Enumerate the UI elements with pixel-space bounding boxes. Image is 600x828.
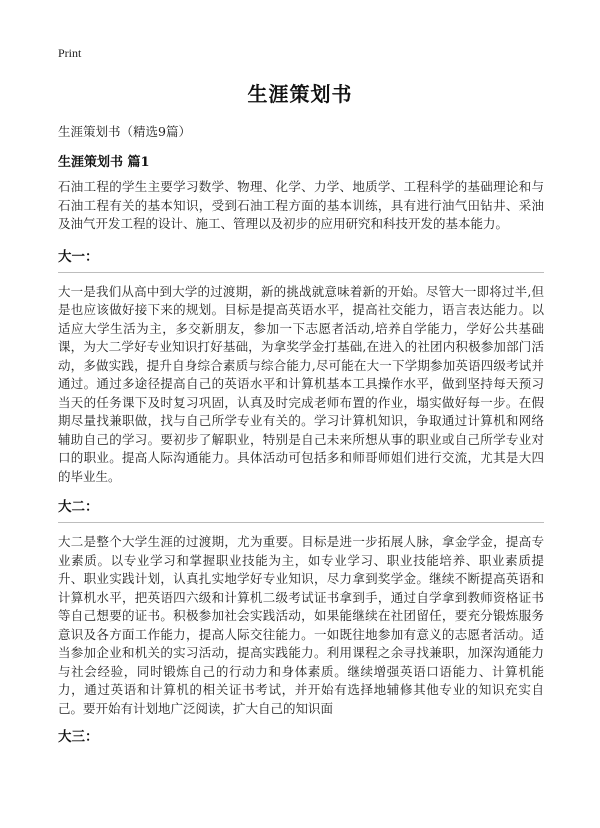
section-heading-sophomore: 大二： (58, 499, 99, 515)
print-link[interactable]: Print (58, 46, 82, 60)
section-body-sophomore: 大二是整个大学生涯的过渡期，尤为重要。目标是进一步拓展人脉，拿金学金，提高专业素质。以专业学习和掌握职业技能为主，如专业学习、职业技能培养、职业素质提升、职业实践计划，认真扎实地学好专业知识，尽力拿到奖学金。继续不断提高英语和计算机水平，把英语四六级和计算机二级考试证书拿到手，通过自学拿到教师资格证书等自己想要的证书。积极参加社会实践活动，如果能继续在社团留任，要充分锻炼服务意识及各方面工作能力，提高人际交往能力。一如既往地参加有意义的志愿者活动。适当参加企业和机关的实习活动，提高实践能力。利用课程之余寻找兼职，加深沟通能力与社会经验，同时锻炼自己的行动力和身体素质。继续增强英语口语能力、计算机能力，通过英语和计算机的相关证书考试，并开始有选择地辅修其他专业的知识充实自己。要开始有计划地广泛阅读，扩大自己的知识面 (58, 534, 544, 716)
document-body (58, 178, 544, 746)
section-sophomore (58, 498, 544, 718)
section-heading-junior: 大三： (58, 729, 99, 745)
section-divider (58, 272, 544, 273)
section-freshman (58, 248, 544, 487)
section-junior (58, 728, 544, 746)
intro-paragraph: 石油工程的学生主要学习数学、物理、化学、力学、地质学、工程科学的基础理论和与石油工程有关的基本知识，受到石油工程方面的基本训练，具有进行油气田钻井、采油及油气开发工程的设计、施工、管理以及初步的应用研究和科技开发的基本能力。 (58, 179, 544, 231)
section-divider (58, 522, 544, 523)
page-title: 生涯策划书 (247, 82, 353, 106)
piece-heading: 生涯策划书 篇1 (58, 155, 150, 170)
section-body-freshman: 大一是我们从高中到大学的过渡期，新的挑战就意味着新的开始。尽管大一即将过半,但是也应该做好接下来的规划。目标是提高英语水平，提高社交能力，语言表达能力。以适应大学生活为主，多交新朋友，参加一下志愿者活动,培养自学能力，学好公共基础课，为大二学好专业知识打好基础，为拿奖学金打基础,在进入的社团内积极参加部门活动，多做实践，提升自身综合素质与综合能力,尽可能在大一下学期参加英语四级考试并通过。通过多途径提高自己的英语水平和计算机基本工具操作水平，做到坚持每天预习当天的任务课下及时复习巩固，认真及时完成老师布置的作业，塌实做好每一步。在假期尽量找兼职做，找与自己所学专业有关的。学习计算机知识，争取通过计算机和网络辅助自己的学习。要初步了解职业，特别是自己未来所想从事的职业或自己所学专业对口的职业。提高人际沟通能力。具体活动可包括多和师哥师姐们进行交流，尤其是大四的毕业生。 (58, 283, 544, 484)
section-heading-freshman: 大一： (58, 248, 99, 265)
document-subtitle: 生涯策划书（精选9篇） (58, 124, 191, 139)
